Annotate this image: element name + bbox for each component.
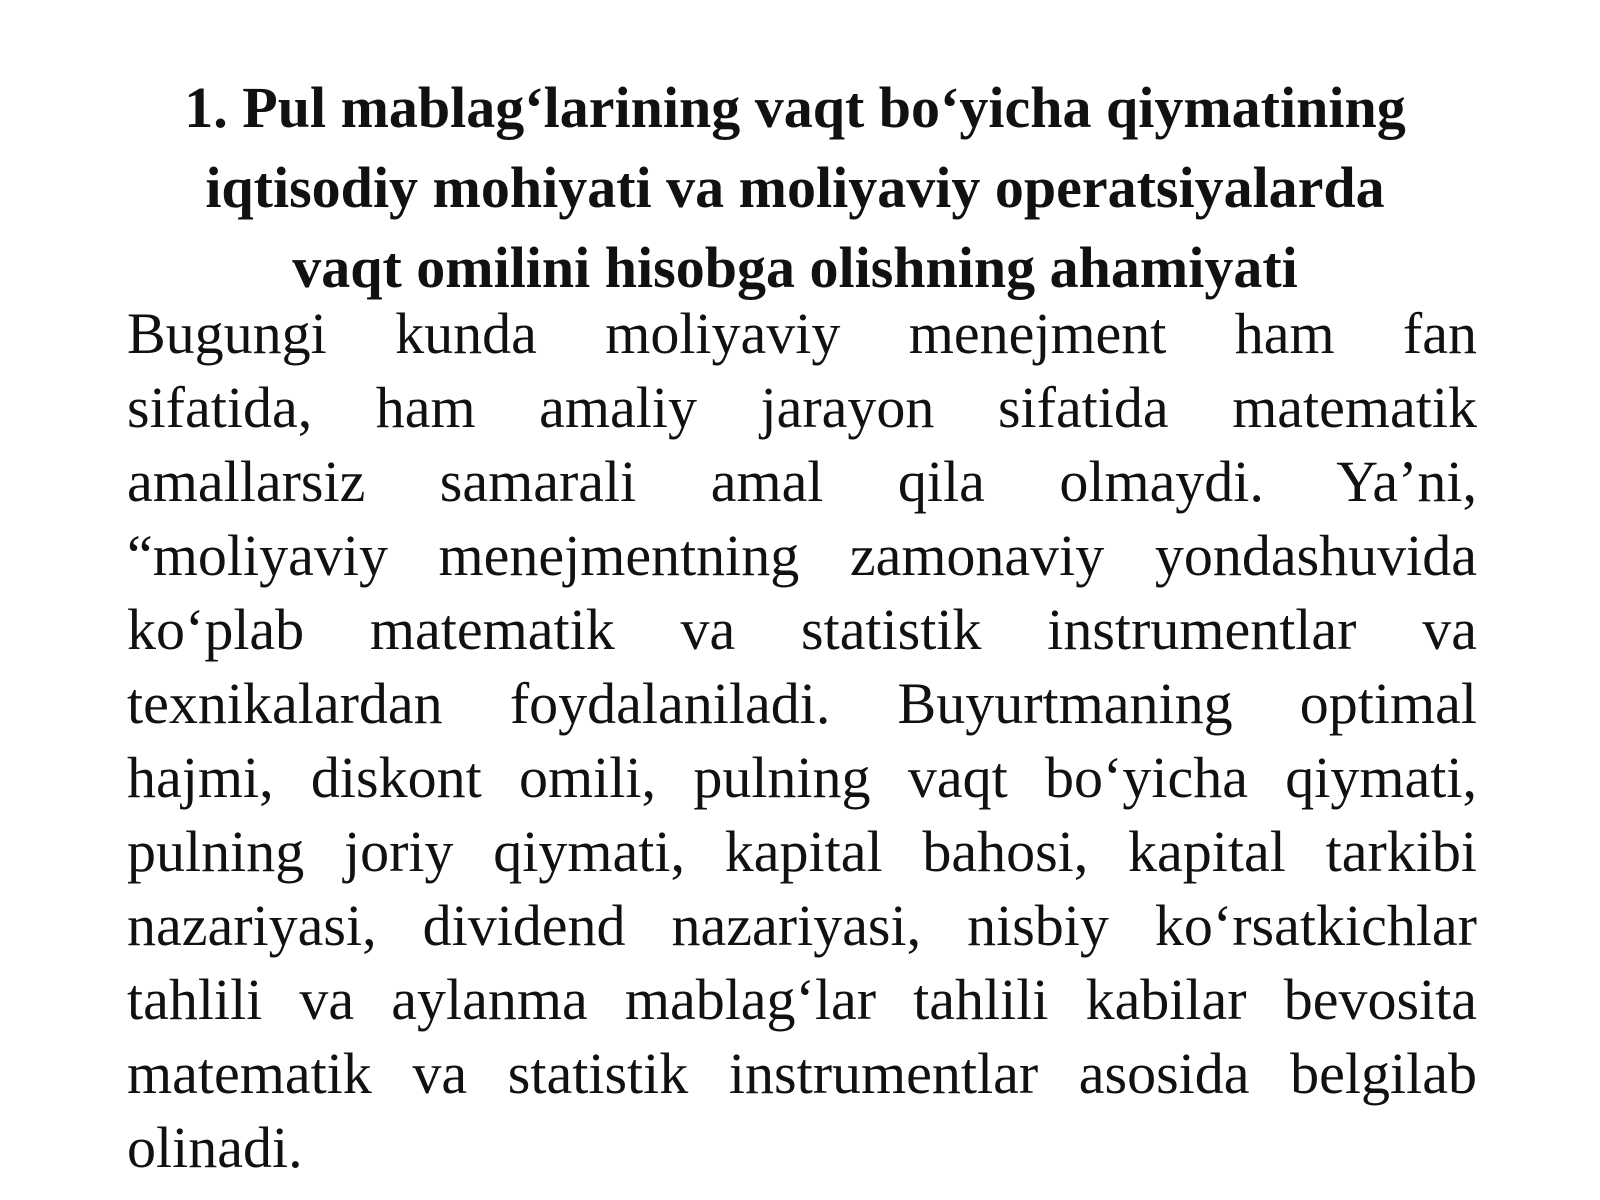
body-text-line: pulning joriy qiymati, kapital bahosi, kapital tarkibi [127, 819, 1477, 884]
body-text-line: Bugungi kunda moliyaviy menejment ham fan [127, 301, 1477, 366]
body-text-line: tahlili va aylanma mablag‘lar tahlili kabilar bevosita [127, 967, 1477, 1032]
body-text-line: “moliyaviy menejmentning zamonaviy yondashuvida [127, 523, 1477, 588]
slide-title-line: iqtisodiy mohiyati va moliyaviy operatsiyalarda [205, 155, 1385, 220]
body-text-line: amallarsiz samarali amal qila olmaydi. Ya’ni, [127, 449, 1477, 514]
body-text-line: sifatida, ham amaliy jarayon sifatida matematik [127, 375, 1477, 440]
slide-title-line: vaqt omilini hisobga olishning ahamiyati [292, 235, 1298, 300]
body-text-line: texnikalardan foydalaniladi. Buyurtmaning optimal [127, 671, 1477, 736]
slide-body-text [127, 297, 1477, 1185]
slide-title-line: 1. Pul mablag‘larining vaqt bo‘yicha qiymatining [184, 75, 1406, 140]
body-text-line: hajmi, diskont omili, pulning vaqt bo‘yicha qiymati, [127, 745, 1477, 810]
slide-title [110, 68, 1480, 308]
body-text-line: nazariyasi, dividend nazariyasi, nisbiy ko‘rsatkichlar [127, 893, 1477, 958]
body-text-line: ko‘plab matematik va statistik instrumentlar va [127, 597, 1477, 662]
body-text-line: olinadi. [127, 1115, 303, 1180]
body-text-line: matematik va statistik instrumentlar asosida belgilab [127, 1041, 1477, 1106]
